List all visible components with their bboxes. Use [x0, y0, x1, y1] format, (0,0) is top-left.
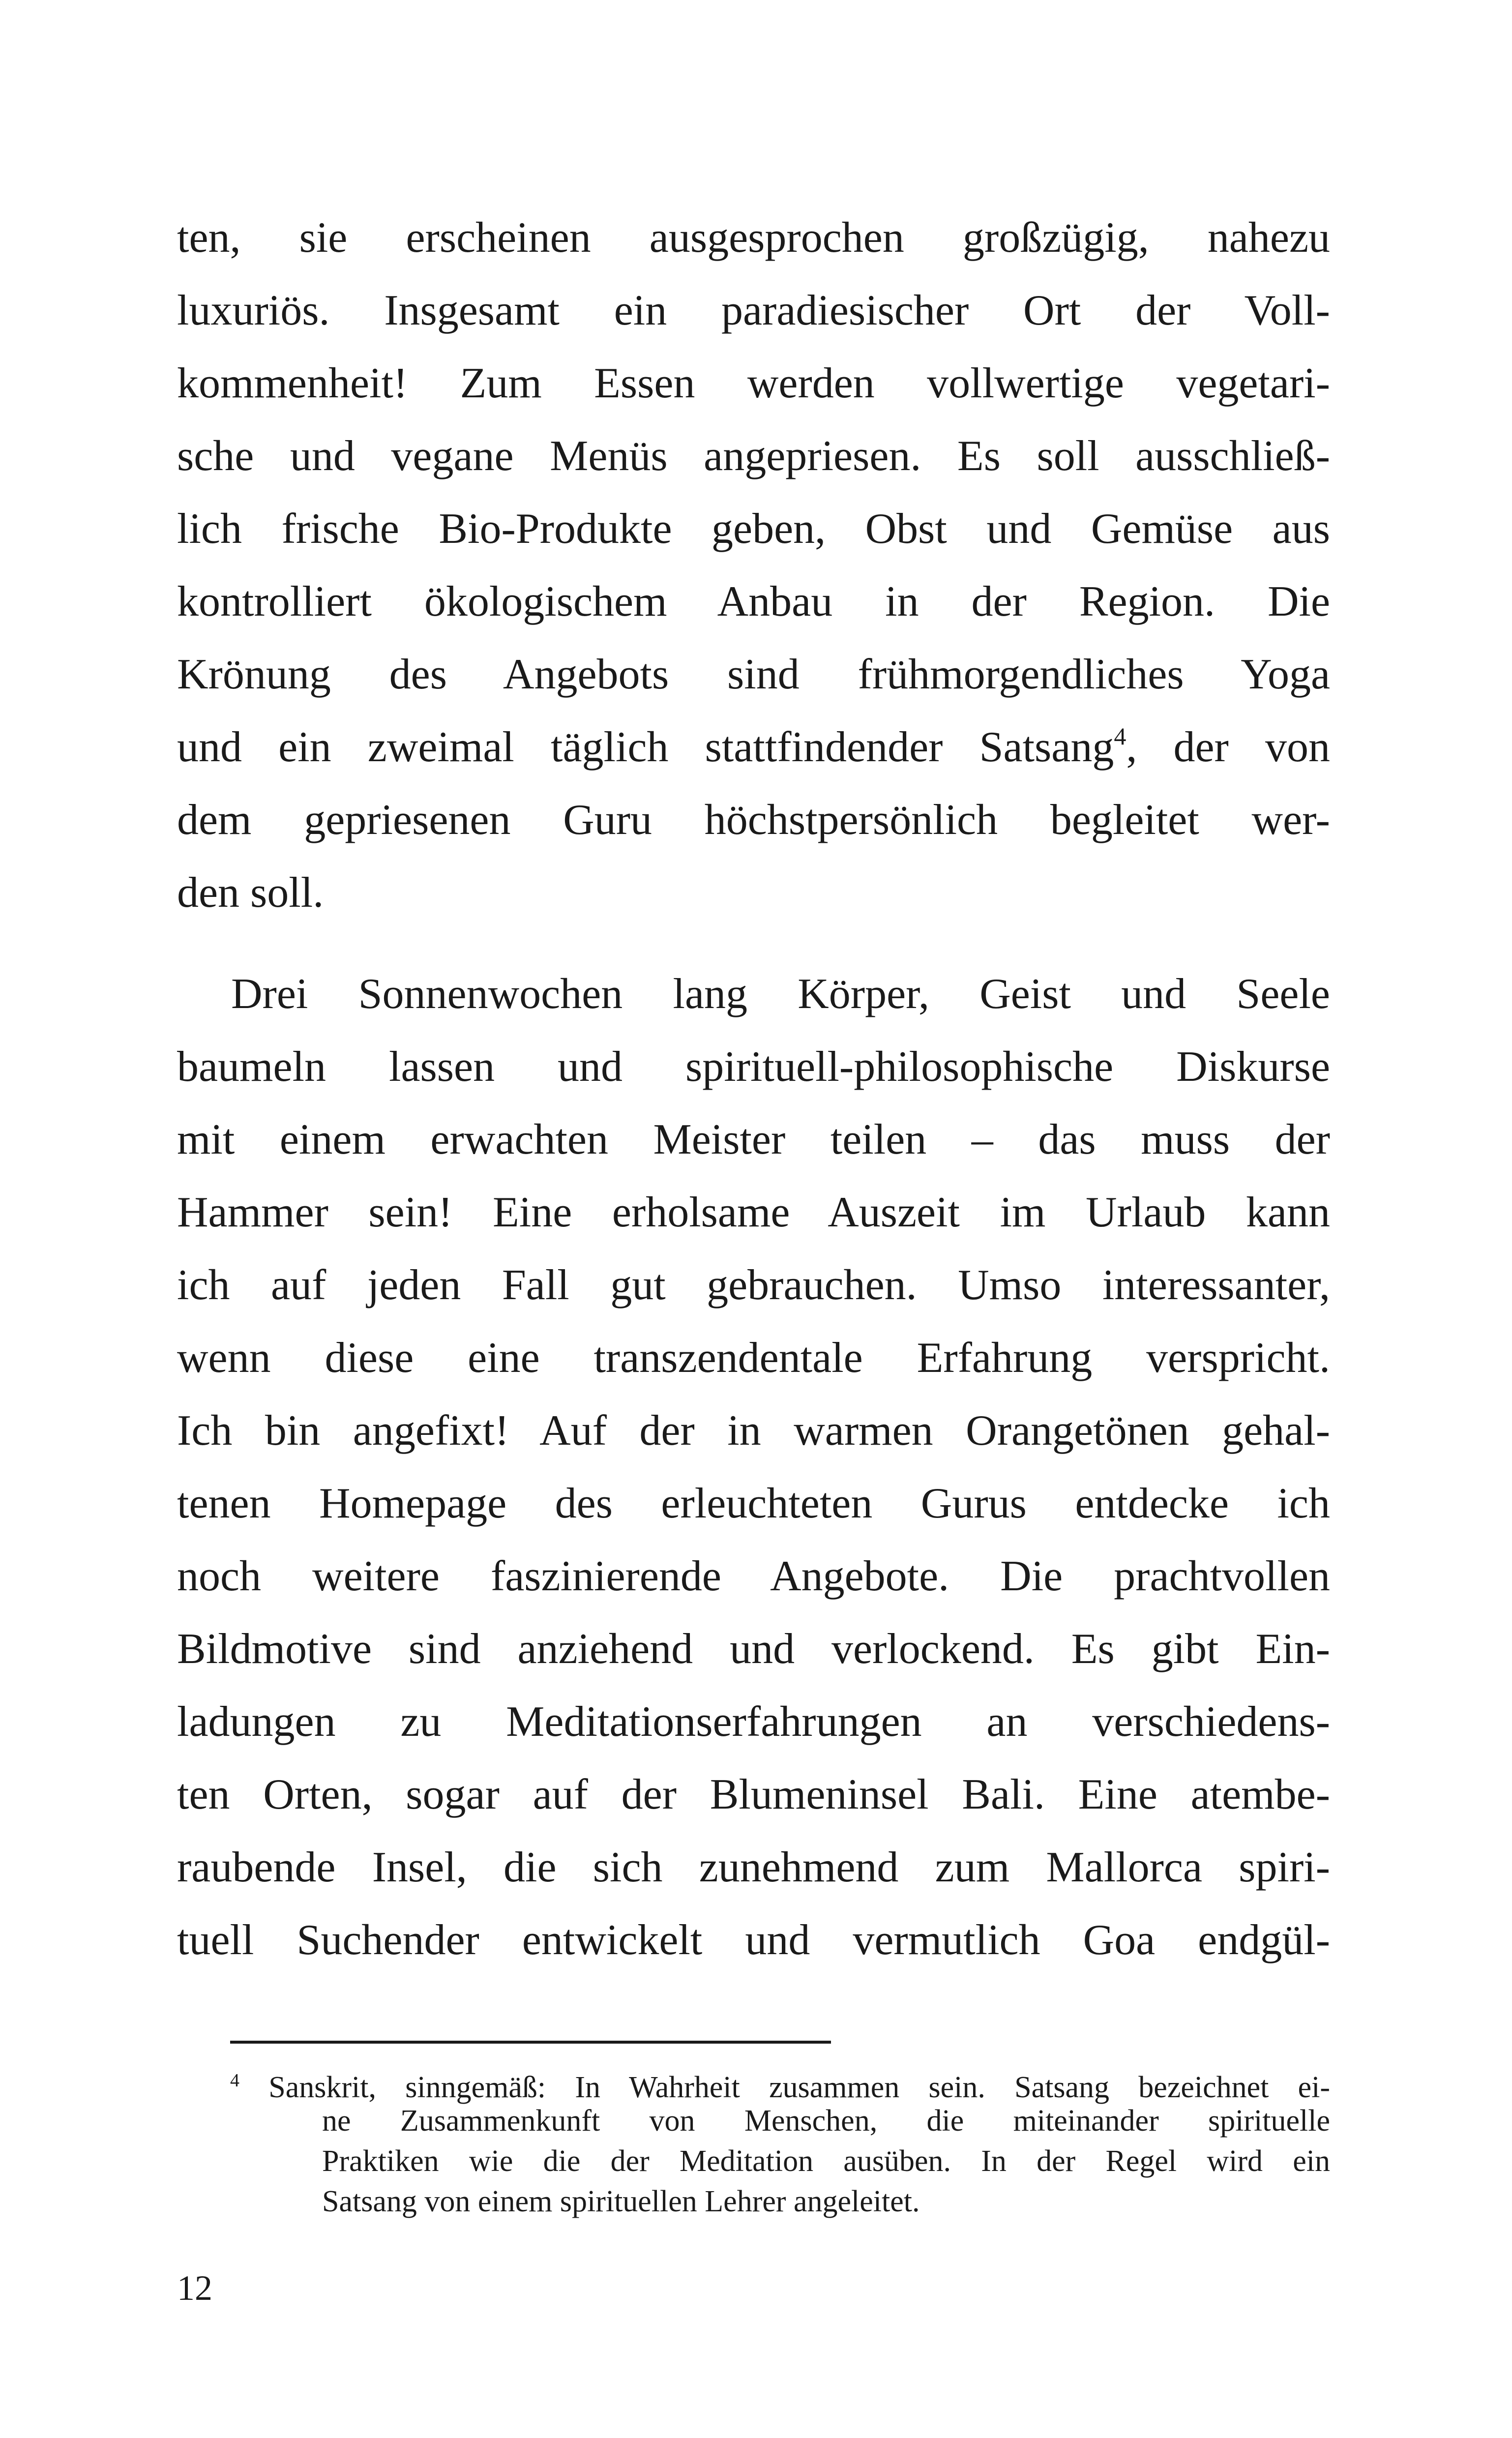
text-line: Ich bin angefixt! Auf der in warmen Orangetönen gehal- — [177, 1407, 1330, 1455]
footnote-number: 4 — [230, 2070, 239, 2091]
text-line: wenn diese eine transzendentale Erfahrung verspricht. — [177, 1334, 1330, 1382]
footnote-line — [230, 2060, 1330, 2104]
text-line: sche und vegane Menüs angepriesen. Es soll ausschließ- — [177, 432, 1330, 480]
text-line: raubende Insel, die sich zunehmend zum Mallorca spiri- — [177, 1843, 1330, 1891]
text-line: noch weitere faszinierende Angebote. Die prachtvollen — [177, 1552, 1330, 1600]
text-line: ten Orten, sogar auf der Blumeninsel Bali. Eine atembe- — [177, 1771, 1330, 1818]
text-line: kommenheit! Zum Essen werden vollwertige vegetari- — [177, 359, 1330, 407]
paragraph-1 — [177, 202, 1330, 929]
text-fragment: , der von — [1126, 723, 1330, 771]
footnote-separator — [230, 2041, 831, 2044]
text-line-with-footnote-ref — [177, 711, 1330, 784]
text-line: baumeln lassen und spirituell-philosophische Diskurse — [177, 1043, 1330, 1091]
footnote-line: Satsang von einem spirituellen Lehrer angeleitet. — [322, 2185, 920, 2218]
text-line: den soll. — [177, 869, 324, 917]
text-fragment: und ein zweimal täglich stattfindender Satsang — [177, 723, 1114, 771]
footnote — [230, 2060, 1330, 2222]
page-number: 12 — [177, 2268, 212, 2308]
paragraph-2 — [177, 958, 1330, 1977]
text-line: Drei Sonnenwochen lang Körper, Geist und Seele — [231, 970, 1330, 1018]
footnote-reference[interactable]: 4 — [1114, 722, 1127, 750]
text-line: ladungen zu Meditationserfahrungen an verschiedens- — [177, 1698, 1330, 1746]
footnote-line: Praktiken wie die der Meditation ausüben. In der Regel wird ein — [322, 2144, 1330, 2178]
text-line: tenen Homepage des erleuchteten Gurus entdecke ich — [177, 1480, 1330, 1527]
text-line: ten, sie erscheinen ausgesprochen großzügig, nahezu — [177, 214, 1330, 262]
text-line: Hammer sein! Eine erholsame Auszeit im Urlaub kann — [177, 1189, 1330, 1236]
text-line: Krönung des Angebots sind frühmorgendliches Yoga — [177, 651, 1330, 698]
footnote-text: Sanskrit, sinngemäß: In Wahrheit zusammen sein. Satsang bezeichnet ei- — [268, 2071, 1330, 2104]
text-line: lich frische Bio-Produkte geben, Obst und Gemüse aus — [177, 505, 1330, 553]
text-line: mit einem erwachten Meister teilen – das muss der — [177, 1116, 1330, 1163]
text-line: luxuriös. Insgesamt ein paradiesischer Ort der Voll- — [177, 287, 1330, 334]
paragraph-spacer — [177, 929, 1330, 958]
text-line: tuell Suchender entwickelt und vermutlich Goa endgül- — [177, 1916, 1330, 1964]
text-line: Bildmotive sind anziehend und verlockend. Es gibt Ein- — [177, 1625, 1330, 1673]
text-line: kontrolliert ökologischem Anbau in der Region. Die — [177, 578, 1330, 625]
footnote-line: ne Zusammenkunft von Menschen, die miteinander spirituelle — [322, 2104, 1330, 2138]
book-page-body — [177, 202, 1330, 1977]
text-line: ich auf jeden Fall gut gebrauchen. Umso interessanter, — [177, 1261, 1330, 1309]
text-line: dem gepriesenen Guru höchstpersönlich begleitet wer- — [177, 796, 1330, 844]
